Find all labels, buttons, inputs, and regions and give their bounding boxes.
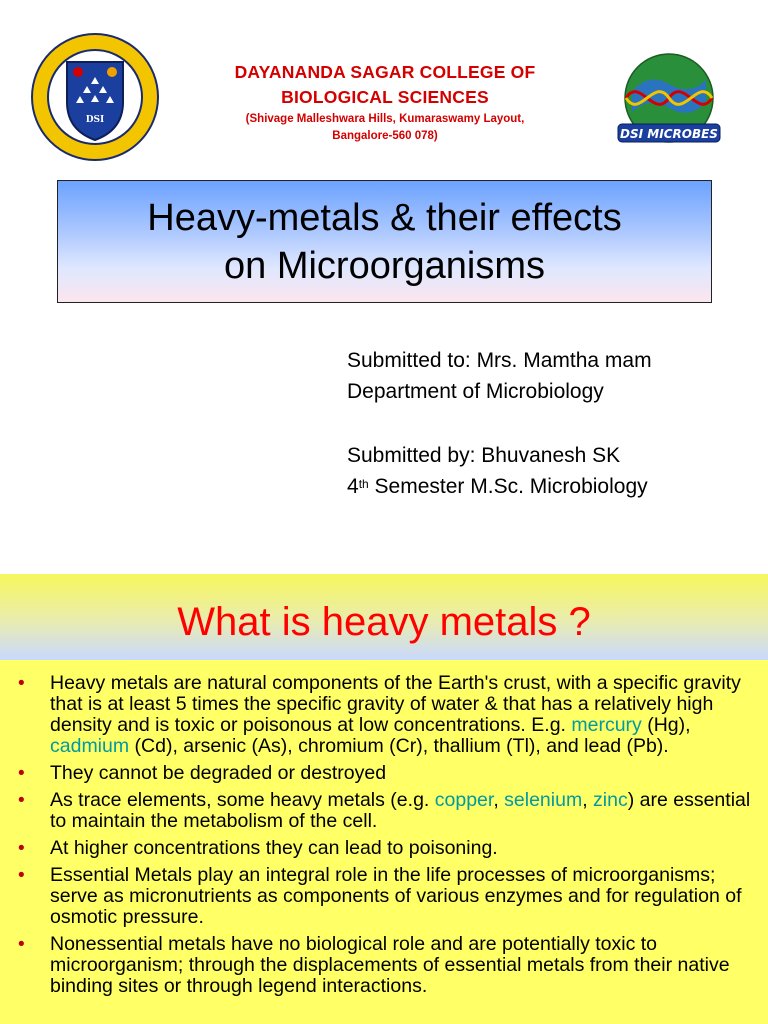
presentation-title-line1: Heavy-metals & their effects [147, 196, 622, 239]
bullet-marker: • [18, 865, 25, 886]
bullet-item: • Essential Metals play an integral role in the life processes of microorganisms; serve as micronutrients as components of various enzymes and for regulation of osmotic pressure. [18, 864, 742, 928]
college-header [170, 60, 600, 144]
college-address-line2: Bangalore-560 078) [332, 130, 438, 142]
presentation-title-box [57, 180, 712, 303]
heavy-metals-slide [0, 574, 768, 1024]
bullet-marker: • [18, 790, 25, 811]
submitted-by: Submitted by: Bhuvanesh SK [347, 444, 621, 467]
slide2-title: What is heavy metals ? [177, 600, 591, 644]
presentation-title-line2: on Microorganisms [224, 244, 545, 287]
bullet-list [18, 673, 758, 1003]
highlight-mercury: mercury [571, 714, 642, 736]
bullet-marker: • [18, 763, 25, 784]
institution-seal-logo [30, 32, 160, 162]
highlight-zinc: zinc [593, 789, 628, 811]
slide2-header [0, 574, 768, 660]
bullet-marker: • [18, 673, 25, 694]
bullet-item: • Heavy metals are natural components of the Earth's crust, with a specific gravity that is at least 5 times the specific gravity of water & that has a relatively high density and is toxic or poisonous at low concentrations. E.g. mercury (Hg), cadmium (Cd), arsenic (As), chromium (Cr), thallium (Tl), and lead (Pb). [18, 672, 741, 757]
bullet-marker: • [18, 934, 25, 955]
svg-text:DSI MICROBES: DSI MICROBES [620, 127, 718, 141]
bullet-item: • Nonessential metals have no biological role and are potentially toxic to microorganism; through the displacements of essential metals from their native binding sites or through legend interactions. [18, 933, 730, 997]
highlight-selenium: selenium [504, 789, 583, 811]
bullet-item: • At higher concentrations they can lead to poisoning. [18, 837, 498, 859]
college-name-line1: DAYANANDA SAGAR COLLEGE OF [234, 62, 536, 82]
submission-info [347, 345, 652, 502]
bullet-marker: • [18, 838, 25, 859]
semester: 4th Semester M.Sc. Microbiology [347, 475, 648, 498]
dsi-microbes-logo [600, 32, 738, 158]
department: Department of Microbiology [347, 380, 604, 403]
svg-text:DSI: DSI [85, 115, 105, 125]
bullet-item: • They cannot be degraded or destroyed [18, 762, 387, 784]
highlight-cadmium: cadmium [50, 735, 130, 757]
submitted-to: Submitted to: Mrs. Mamtha mam [347, 349, 652, 372]
college-name-line2: BIOLOGICAL SCIENCES [281, 87, 489, 107]
college-address-line1: (Shivage Malleshwara Hills, Kumaraswamy Layout, [245, 113, 525, 125]
bullet-item: • As trace elements, some heavy metals (e.g. copper, selenium, zinc) are essential to maintain the metabolism of the cell. [18, 789, 751, 832]
highlight-copper: copper [434, 789, 494, 811]
